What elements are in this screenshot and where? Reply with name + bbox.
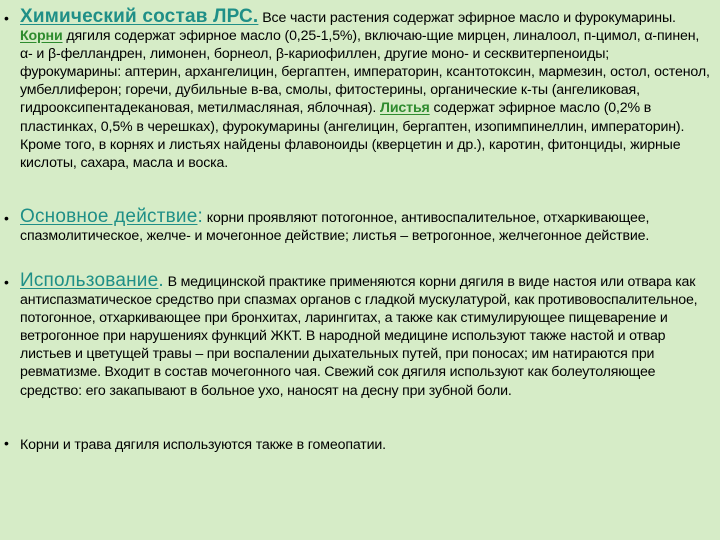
heading-chemical-composition: Химический состав ЛРС. [20, 6, 259, 27]
section-main-action [4, 208, 712, 245]
bullet: • [4, 210, 9, 226]
section-homeopathy [4, 436, 712, 454]
section-body [20, 8, 712, 172]
section-usage [4, 272, 712, 400]
section-chemical-composition [4, 8, 712, 172]
heading-usage: Использование [20, 270, 159, 291]
bullet: • [4, 274, 9, 290]
heading-main-action: Основное действие [20, 206, 198, 227]
subheading-leaves: Листья [380, 100, 430, 117]
heading-colon: : [197, 206, 203, 227]
text-usage: В медицинской практике применяются корни дягиля в виде настоя или отвара как антиспазматическое средство при спазмах органов с гладкой мускулатурой, как противовоспалительное, потогонное, отхаркивающее при бронхитах, ларингитах, а также как стимулирующее пищеварение и ветрогонное при нарушениях функций ЖКТ. В народной медицине используют также настой и отвар листьев и цветущей травы – при воспалении дыхательных путей, при поносах; им натираются при ревматизме. Входит в состав мочегонного чая. Свежий сок дягиля используют как болеутоляющее средство: его закапывают в больное ухо, наносят на десну при зубной боли. [20, 274, 698, 399]
bullet: • [4, 10, 9, 26]
section-body [20, 272, 712, 400]
text-homeopathy: Корни и трава дягиля используются также в гомеопатии. [20, 437, 386, 453]
bullet: • [4, 435, 9, 451]
section-body [20, 208, 712, 245]
heading-dot: . [158, 270, 164, 291]
text-roots: дягиля содержат эфирное масло (0,25-1,5%), включаю-щие мирцен, линалоол, п-цимол, α-пинен, α- и β-фелландрен, лимонен, борнеол, β-кариофиллен, другие моно- и сесквитерпеноиды; фурокумарины: аптерин, архангелицин, бергаптен, императорин, ксантотоксин, мармезин, остол, остенол, умбеллиферон; горечи, дубильные в-ва, смолы, фитостерины, органические к-ты (ангеликовая, гидрооксипентадекановая, метилмасляная, яблочная). [20, 28, 710, 117]
text-main-action: корни проявляют потогонное, антивоспалительное, отхаркивающее, спазмолитическое, желче- и мочегонное действие; листья – ветрогонное, желчегонное действие. [20, 210, 650, 245]
text-intro: Все части растения содержат эфирное масло и фурокумарины. [258, 10, 676, 26]
section-body [20, 436, 712, 454]
subheading-roots: Корни [20, 28, 63, 45]
text-leaves: содержат эфирное масло (0,2% в пластинках, 0,5% в черешках), фурокумарины (ангелицин, бергаптен, изопимпинеллин, императорин). Кроме того, в корнях и листьях найдены флавоноиды (кверцетин и др.), каротин, фитонциды, жирные кислоты, сахара, масла и воска. [20, 100, 685, 171]
